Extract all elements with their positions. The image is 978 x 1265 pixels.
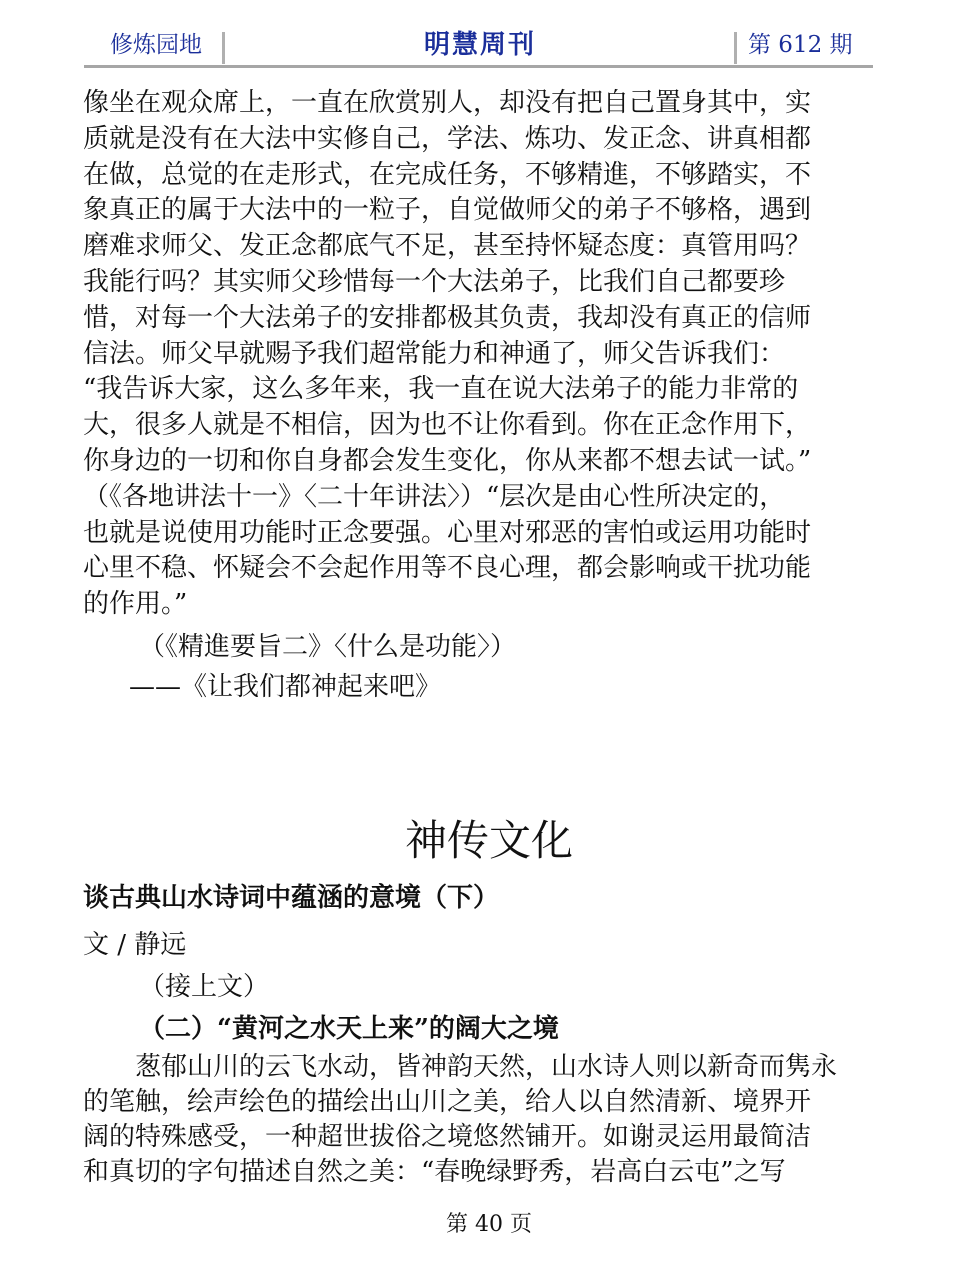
- text-line: 你身边的一切和你自身都会发生变化，你从来都不想去试一试。”: [83, 445, 812, 476]
- text-line: 的作用。”: [83, 589, 188, 620]
- text-line: 信法。师父早就赐予我们超常能力和神通了，师父告诉我们：: [83, 338, 786, 369]
- text-line: 我能行吗？其实师父珍惜每一个大法弟子，比我们自己都要珍: [83, 266, 786, 297]
- paragraph: [83, 86, 873, 623]
- article-subheading: （二）“黄河之水天上来”的阔大之境: [139, 1014, 559, 1044]
- text-line: 在做，总觉的在走形式，在完成任务，不够精進，不够踏实，不: [83, 159, 812, 190]
- text-line: 大，很多人就是不相信，因为也不让你看到。你在正念作用下，: [83, 410, 812, 441]
- text-line: 惜，对每一个大法弟子的安排都极其负责，我却没有真正的信师: [83, 302, 812, 333]
- text-line: 磨难求师父、发正念都底气不足，甚至持怀疑态度：真管用吗？: [83, 231, 812, 262]
- article-title: 谈古典山水诗词中蕴涵的意境（下）: [83, 883, 500, 913]
- section-name: 修炼园地: [110, 32, 202, 58]
- text-line: “我告诉大家，这么多年来，我一直在说大法弟子的能力非常的: [83, 374, 799, 405]
- section-title: 神传文化: [404, 816, 573, 865]
- text-line: 质就是没有在大法中实修自己，学法、炼功、发正念、讲真相都: [83, 123, 812, 154]
- article-paragraph: [83, 1050, 873, 1190]
- article-source: ——《让我们都神起来吧》: [129, 671, 442, 702]
- continued-note: （接上文）: [139, 972, 270, 1002]
- text-line: 和真切的字句描述自然之美：“春晚绿野秀，岩高白云屯”之写: [83, 1157, 786, 1187]
- header-rule: [84, 65, 873, 68]
- article: [83, 878, 873, 1190]
- text-line: 葱郁山川的云飞水动，皆神韵天然，山水诗人则以新奇而隽永: [135, 1052, 838, 1082]
- article-author: 文 / 静远: [83, 930, 187, 960]
- text-line: 象真正的属于大法中的一粒子，自觉做师父的弟子不够格，遇到: [83, 195, 812, 226]
- text-line: 阔的特殊感受，一种超世拔俗之境悠然铺开。如谢灵运用最简洁: [83, 1122, 812, 1152]
- page-header: [84, 26, 873, 66]
- text-line: 也就是说使用功能时正念要强。心里对邪恶的害怕或运用功能时: [83, 517, 812, 548]
- quote-source: （《精進要旨二》〈什么是功能〉）: [139, 631, 517, 662]
- text-line: 的笔触，绘声绘色的描绘出山川之美，给人以自然清新、境界开: [83, 1087, 812, 1117]
- page-number: 第 40 页: [446, 1212, 532, 1237]
- issue-number: 第 612 期: [748, 32, 853, 58]
- body-text: [83, 86, 873, 707]
- text-line: 像坐在观众席上，一直在欣赏别人，却没有把自己置身其中，实: [83, 88, 812, 118]
- publication-title: 明慧周刊: [423, 30, 536, 60]
- text-line: （《各地讲法十一》〈二十年讲法〉）“层次是由心性所决定的，: [83, 481, 786, 512]
- text-line: 心里不稳、怀疑会不会起作用等不良心理，都会影响或干扰功能: [83, 553, 812, 584]
